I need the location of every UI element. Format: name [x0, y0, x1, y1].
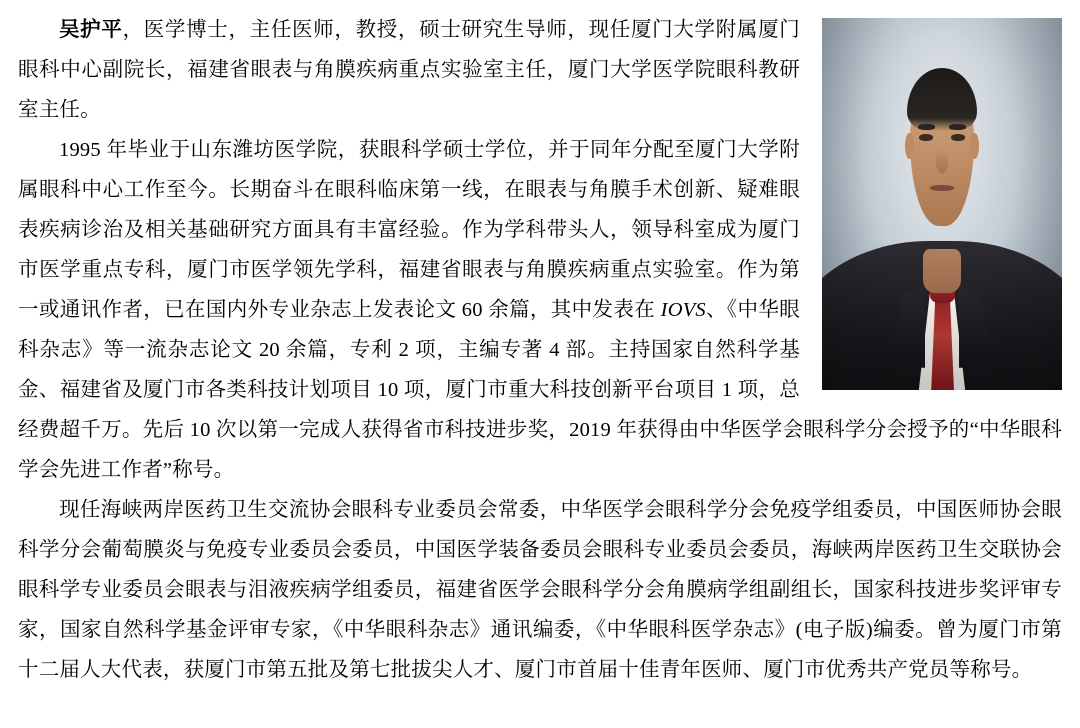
journal-title-iovs: IOVS	[660, 299, 706, 321]
paragraph-intro-text: ，医学博士，主任医师，教授，硕士研究生导师，现任厦门大学附属厦门眼科中心副院长，福建省眼表与角膜疾病重点实验室主任，厦门大学医学院眼科教研室主任。	[18, 19, 800, 121]
photo-vignette	[822, 18, 1062, 390]
paragraph-appointments: 现任海峡两岸医药卫生交流协会眼科专业委员会常委，中华医学会眼科学分会免疫学组委员，中国医师协会眼科学分会葡萄膜炎与免疫专业委员会委员，中国医学装备委员会眼科专业委员会委员，海峡两岸医药卫生交联协会眼科学专业委员会眼表与泪液疾病学组委员，福建省医学会眼科学分会角膜病学组副组长，国家科技进步奖评审专家，国家自然科学基金评审专家，《中华眼科杂志》通讯编委，《中华眼科医学杂志》(电子版)编委。曾为厦门市第十二届人大代表，获厦门市第五批及第七批拔尖人才、厦门市首届十佳青年医师、厦门市优秀共产党员等称号。	[18, 499, 1062, 681]
paragraph-career-part2: 、《中华眼科杂志》等一流杂志论文 20 余篇，专利 2 项，主编专著 4 部。主持国家自然科学基金、福建省及厦门市各类科技计划项目 10 项，厦门市重大科技创新平台项目 1 项，总经费超千万。先后 10 次以第一完成人获得省市科技进步奖，2019 年获得由中华医学会眼科学分会授予的“中华眼科学会先进工作者”称号。	[18, 299, 1062, 481]
portrait-photo	[822, 18, 1062, 390]
person-name: 吴护平	[59, 19, 123, 41]
paragraph-career-part1: 1995 年毕业于山东潍坊医学院，获眼科学硕士学位，并于同年分配至厦门大学附属眼科中心工作至今。长期奋斗在眼科临床第一线，在眼表与角膜手术创新、疑难眼表疾病诊治及相关基础研究方面具有丰富经验。作为学科带头人，领导科室成为厦门市医学重点专科，厦门市医学领先学科，福建省眼表与角膜疾病重点实验室。作为第一或通讯作者，已在国内外专业杂志上发表论文 60 余篇，其中发表在	[18, 139, 800, 321]
